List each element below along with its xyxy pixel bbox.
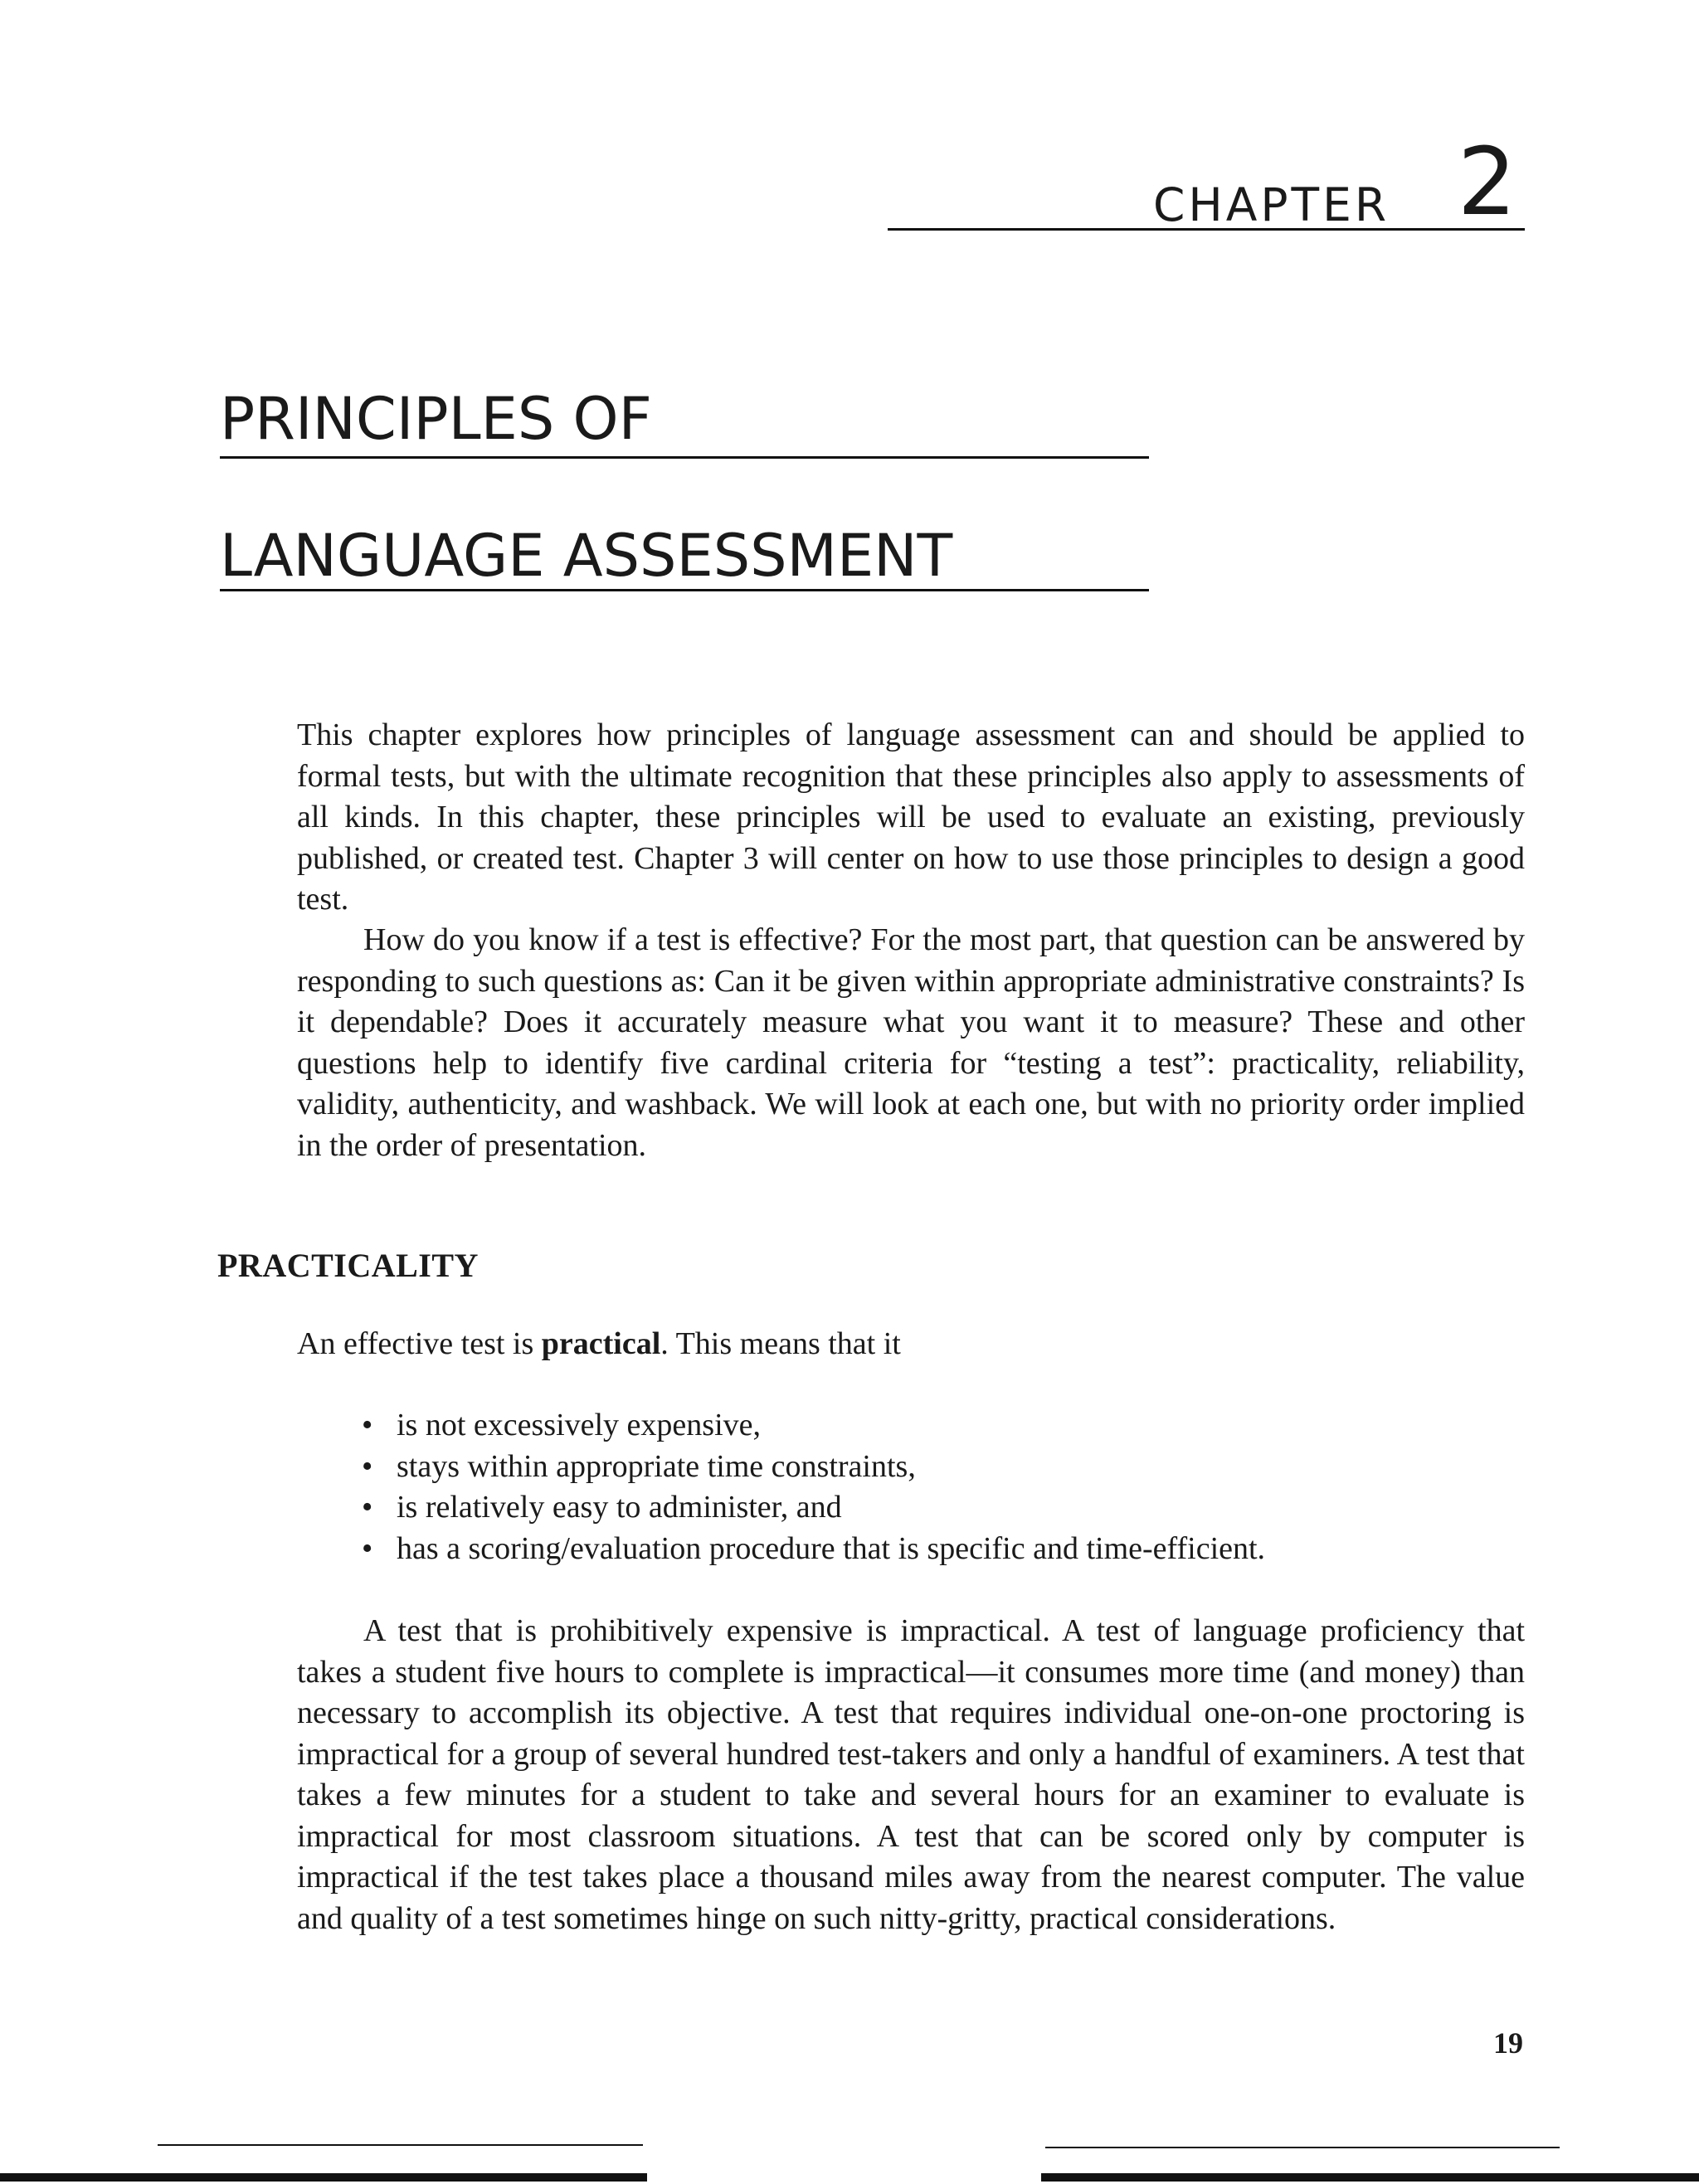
list-item-text: stays within appropriate time constraints, bbox=[397, 1448, 916, 1484]
chapter-header bbox=[888, 129, 1525, 236]
list-item-text: is relatively easy to administer, and bbox=[397, 1490, 842, 1525]
scan-edge-line-right-thin bbox=[1045, 2147, 1560, 2148]
bullet-icon: • bbox=[362, 1448, 373, 1484]
section-intro-after: . This means that it bbox=[660, 1326, 901, 1361]
bullet-icon: • bbox=[362, 1490, 373, 1525]
list-item bbox=[357, 1405, 1265, 1447]
practicality-bullet-list bbox=[357, 1405, 1265, 1569]
section-intro-keyword: practical bbox=[541, 1326, 661, 1361]
scan-edge-line-left-thick bbox=[0, 2173, 647, 2182]
chapter-label: CHAPTER bbox=[1153, 178, 1390, 231]
scan-edge-line-left-thin bbox=[158, 2144, 643, 2146]
question-paragraph: How do you know if a test is effective? For the most part, that question can be answered by responding to such questions as: Can it be given within appropriate administrative constraints? Is it dependable? Does it accurately measure what you want it to measure? These and other questions help to identify five cardinal criteria for “testing a test”: practicality, reliability, validity, authenticity, and washback. We will look at each one, but with no priority order implied in the order of presentation. bbox=[297, 922, 1525, 1163]
list-item bbox=[357, 1487, 1265, 1529]
intro-paragraph: This chapter explores how principles of language assessment can and should be applied to formal tests, but with the ultimate recognition that these principles also apply to assessments of all kinds. In this chapter, these principles will be used to evaluate an existing, previously published, or created test. Chapter 3 will center on how to use those principles to design a good test. bbox=[297, 717, 1525, 917]
scan-edge-line-right-thick bbox=[1041, 2173, 1699, 2182]
list-item-text: is not excessively expensive, bbox=[397, 1408, 762, 1442]
bullet-icon: • bbox=[362, 1408, 373, 1442]
chapter-title-text-2: LANGUAGE ASSESSMENT bbox=[220, 522, 953, 590]
page-number: 19 bbox=[1493, 2026, 1523, 2060]
section-heading-practicality: PRACTICALITY bbox=[217, 1247, 479, 1284]
section-intro bbox=[297, 1325, 901, 1362]
chapter-title-line-2 bbox=[220, 522, 1149, 591]
chapter-title-text-1: PRINCIPLES OF bbox=[220, 385, 652, 453]
list-item bbox=[357, 1529, 1265, 1570]
chapter-number: 2 bbox=[1457, 129, 1516, 236]
chapter-title-line-1 bbox=[220, 385, 1149, 459]
list-item bbox=[357, 1447, 1265, 1488]
list-item-text: has a scoring/evaluation procedure that is specific and time-efficient. bbox=[397, 1530, 1266, 1566]
practicality-paragraph: A test that is prohibitively expensive is impractical. A test of language proficiency that takes a student five hours to complete is impractical—it consumes more time (and money) than necessary to accomplish its objective. A test that requires individual one-on-one proctoring is impractical for a group of several hundred test-takers and only a handful of examiners. A test that takes a few minutes for a student to take and several hours for an examiner to evaluate is impractical for most classroom situations. A test that can be scored only by computer is impractical if the test takes place a thousand miles away from the nearest computer. The value and quality of a test sometimes hinge on such nitty-gritty, practical considerations. bbox=[297, 1613, 1525, 1936]
section-intro-before: An effective test is bbox=[297, 1326, 542, 1361]
bullet-icon: • bbox=[362, 1530, 373, 1566]
